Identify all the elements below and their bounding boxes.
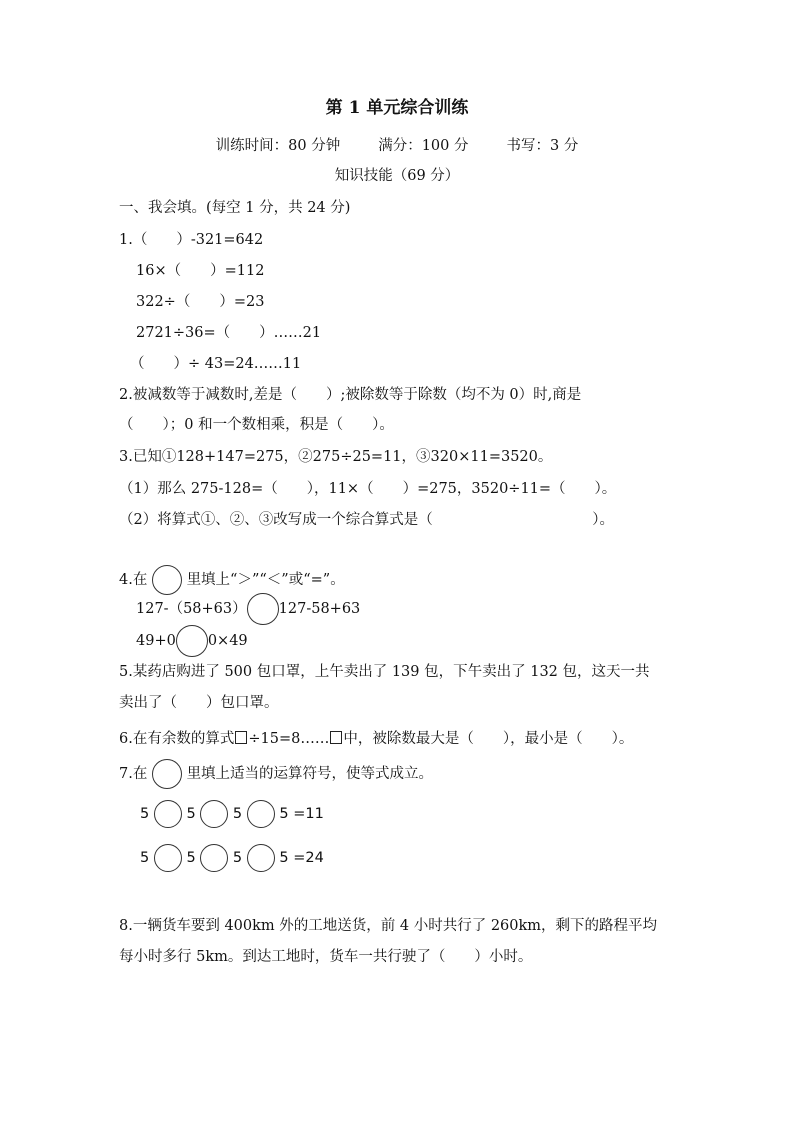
q6-pre: 6.在有余数的算式 bbox=[119, 731, 235, 747]
q4-expr2 bbox=[136, 624, 248, 658]
q1-item-e: （ ）÷ 43=24……11 bbox=[130, 356, 302, 372]
q7-number: 5 bbox=[186, 850, 196, 866]
q2-line1: 2.被减数等于减数时,差是（ ）;被除数等于除数（均不为 0）时,商是 bbox=[119, 387, 582, 403]
q7-equation-1 bbox=[140, 799, 324, 829]
q7-number: 5 bbox=[186, 806, 196, 822]
time-info: 训练时间：80 分钟 bbox=[215, 138, 341, 154]
q7-equation-2 bbox=[140, 843, 324, 873]
q7-result-2: =24 bbox=[293, 850, 324, 866]
q1-item-a: 1.（ ）-321=642 bbox=[119, 232, 264, 248]
exam-info bbox=[0, 136, 794, 156]
q7-pre: 7.在 bbox=[119, 766, 148, 782]
q1-heading: 一、我会填。(每空 1 分，共 24 分) bbox=[119, 200, 351, 216]
page-title: 第 1 单元综合训练 bbox=[325, 98, 469, 118]
section-heading: 知识技能（69 分） bbox=[334, 168, 460, 184]
q1-item-c: 322÷（ ）=23 bbox=[136, 294, 265, 310]
compare-circle-icon[interactable] bbox=[247, 593, 279, 625]
q6-mid: ÷15=8…… bbox=[248, 731, 330, 747]
q4-e1-left: 127-（58+63） bbox=[136, 601, 247, 617]
compare-circle-icon[interactable] bbox=[176, 625, 208, 657]
q2-line2: （ ）；0 和一个数相乘，积是（ ）。 bbox=[119, 417, 394, 433]
q4-e2-left: 49+0 bbox=[136, 633, 176, 649]
q6-post: 中，被除数最大是（ ），最小是（ ）。 bbox=[343, 731, 634, 747]
q7-number: 5 bbox=[232, 806, 243, 822]
q4-expr1 bbox=[136, 593, 360, 625]
q7-number: 5 bbox=[232, 850, 243, 866]
q4-e2-right: 0×49 bbox=[207, 633, 248, 649]
q5-line1: 5.某药店购进了 500 包口罩，上午卖出了 139 包，下午卖出了 132 包，这天一共 bbox=[119, 664, 650, 680]
operator-circle-icon[interactable] bbox=[247, 844, 275, 872]
operator-circle-icon[interactable] bbox=[154, 800, 182, 828]
q7-result-1: =11 bbox=[293, 806, 324, 822]
q7-number: 5 bbox=[140, 850, 150, 866]
q4-instruction bbox=[119, 565, 345, 595]
q7-instruction bbox=[119, 759, 433, 789]
q7-post: 里填上适当的运算符号，使等式成立。 bbox=[186, 766, 434, 782]
q8-line1: 8.一辆货车要到 400km 外的工地送货，前 4 小时共行了 260km，剩下的路程平均 bbox=[119, 918, 658, 934]
answer-circle-icon[interactable] bbox=[152, 565, 182, 595]
score-info: 满分：100 分 bbox=[378, 138, 469, 154]
q7-number: 5 bbox=[140, 806, 150, 822]
q1-item-b: 16×（ ）=112 bbox=[136, 263, 265, 279]
q4-e1-right: 127-58+63 bbox=[278, 601, 361, 617]
q3-line3: （2）将算式①、②、③改写成一个综合算式是（ ）。 bbox=[119, 512, 614, 528]
q3-line1: 3.已知①128+147=275，②275÷25=11，③320×11=3520。 bbox=[119, 449, 553, 465]
q1-item-d: 2721÷36=（ ）……21 bbox=[136, 325, 322, 341]
q3-line2: （1）那么 275-128=（ ），11×（ ）=275，3520÷11=（ ）。 bbox=[119, 481, 617, 497]
answer-circle-icon[interactable] bbox=[152, 759, 182, 789]
writing-info: 书写：3 分 bbox=[506, 138, 579, 154]
q8-line2: 每小时多行 5km。到达工地时，货车一共行驶了（ ）小时。 bbox=[119, 949, 533, 965]
q5-line2: 卖出了（ ）包口罩。 bbox=[119, 695, 279, 711]
operator-circle-icon[interactable] bbox=[247, 800, 275, 828]
q7-number: 5 bbox=[279, 850, 289, 866]
blank-square-icon[interactable] bbox=[235, 731, 247, 744]
operator-circle-icon[interactable] bbox=[200, 844, 228, 872]
q4-post: 里填上“＞”“＜”或“=”。 bbox=[186, 572, 345, 588]
q7-number: 5 bbox=[279, 806, 289, 822]
blank-square-icon[interactable] bbox=[330, 731, 342, 744]
operator-circle-icon[interactable] bbox=[154, 844, 182, 872]
q6-line bbox=[119, 729, 633, 749]
operator-circle-icon[interactable] bbox=[200, 800, 228, 828]
q4-pre: 4.在 bbox=[119, 572, 148, 588]
